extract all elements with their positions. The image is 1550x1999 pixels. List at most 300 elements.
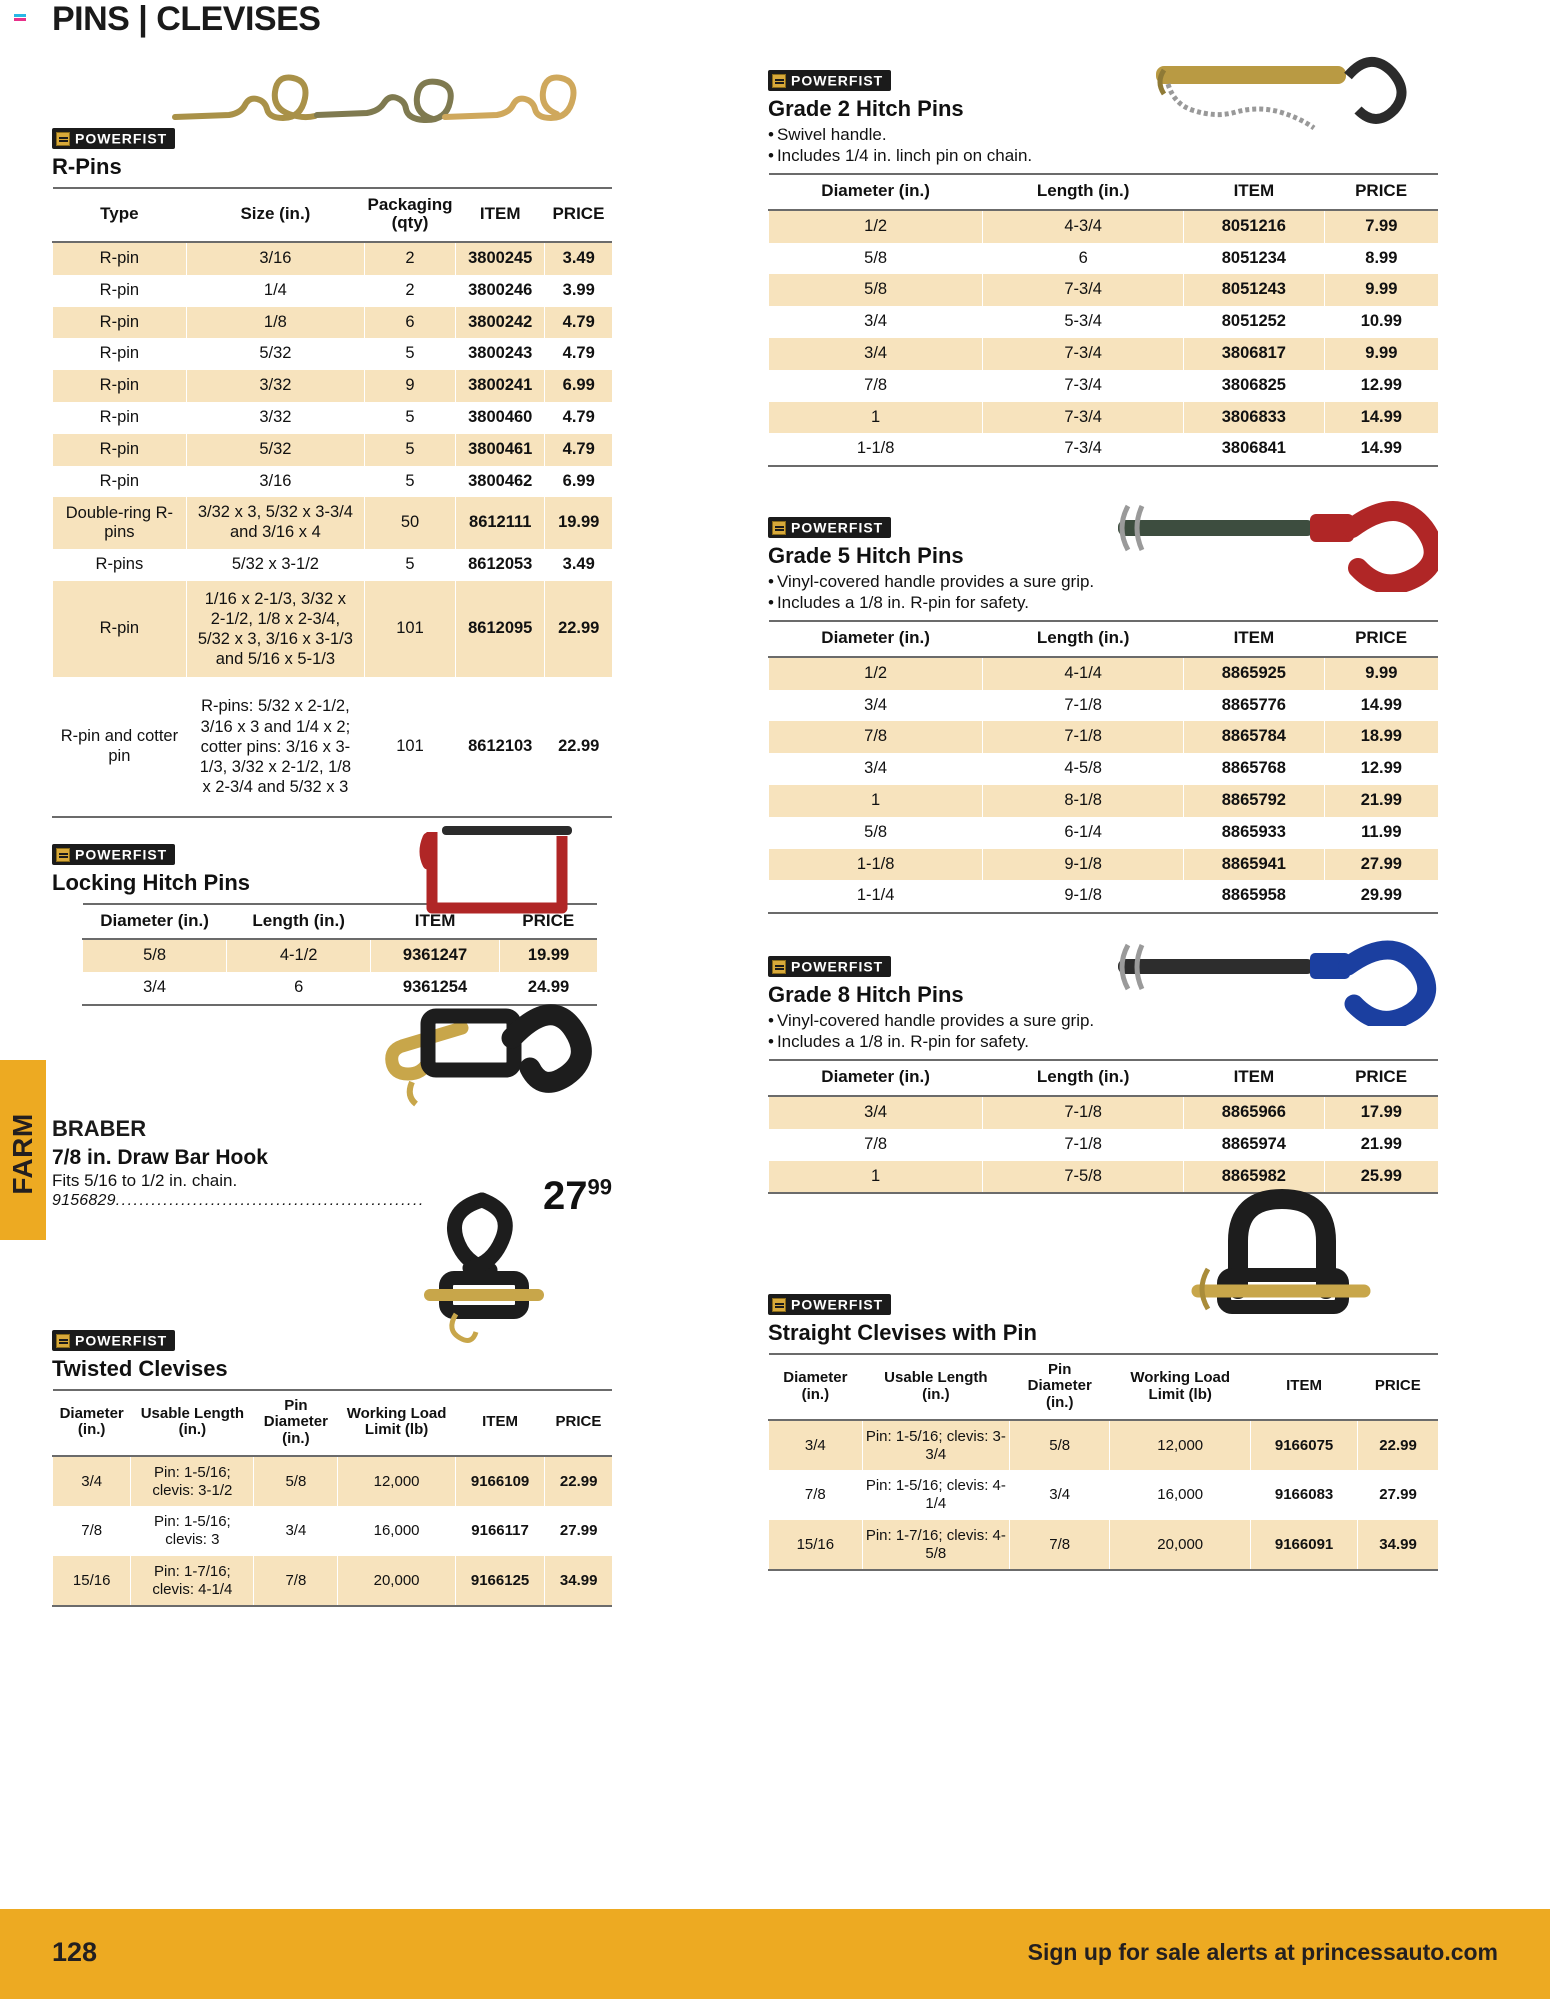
cell-length: 7-1/8 bbox=[983, 721, 1184, 753]
powerfist-logo-icon bbox=[772, 521, 786, 535]
col-length: Length (in.) bbox=[983, 621, 1184, 657]
cell-price: 4.79 bbox=[545, 338, 612, 370]
col-diameter: Diameter (in.) bbox=[53, 1390, 131, 1457]
crop-mark-icon bbox=[14, 14, 26, 17]
table-row bbox=[53, 497, 613, 549]
page-footer bbox=[0, 1909, 1550, 1999]
cell-price: 4.79 bbox=[545, 402, 612, 434]
cell-item: 9166075 bbox=[1251, 1420, 1358, 1470]
powerfist-logo-icon bbox=[772, 74, 786, 88]
cell-price: 27.99 bbox=[1358, 1470, 1438, 1520]
cell-diameter: 15/16 bbox=[769, 1520, 863, 1570]
cell-length: 4-1/2 bbox=[227, 939, 371, 972]
cell-price: 27.99 bbox=[545, 1506, 612, 1556]
straight-clevis-photo bbox=[1158, 1179, 1398, 1334]
cell-item: 8051216 bbox=[1184, 210, 1325, 243]
cell-price: 9.99 bbox=[1324, 274, 1438, 306]
powerfist-logo-icon bbox=[56, 848, 70, 862]
table-row bbox=[83, 939, 598, 972]
cell-item: 9361247 bbox=[371, 939, 500, 972]
table-row bbox=[769, 1129, 1439, 1161]
section-title-straight-clevises: Straight Clevises with Pin bbox=[768, 1319, 1037, 1345]
cell-type: Double-ring R-pins bbox=[53, 497, 187, 549]
cell-item: 3806825 bbox=[1184, 370, 1325, 402]
cell-pin-diameter: 7/8 bbox=[254, 1556, 338, 1606]
cell-length: 7-3/4 bbox=[983, 433, 1184, 466]
cell-wll: 12,000 bbox=[338, 1456, 455, 1506]
table-row bbox=[769, 1420, 1439, 1470]
table-header-row bbox=[769, 174, 1439, 210]
straight-clevis-illustration bbox=[1158, 1179, 1398, 1329]
cell-item: 8612053 bbox=[456, 549, 545, 581]
cell-diameter: 3/4 bbox=[769, 1420, 863, 1470]
cell-price: 29.99 bbox=[1324, 880, 1438, 913]
cell-item: 3806833 bbox=[1184, 402, 1325, 434]
powerfist-logo-icon bbox=[56, 132, 70, 146]
table-header-row bbox=[53, 188, 613, 242]
cell-length: 7-1/8 bbox=[983, 690, 1184, 722]
locking-hitch-pin-photo bbox=[412, 816, 612, 926]
cell-length: 4-5/8 bbox=[983, 753, 1184, 785]
section-title-grade-5: Grade 5 Hitch Pins bbox=[768, 542, 964, 568]
col-type: Type bbox=[53, 188, 187, 242]
table-row bbox=[53, 434, 613, 466]
cell-item: 8865792 bbox=[1184, 785, 1325, 817]
table-row bbox=[769, 370, 1439, 402]
cell-item: 3800460 bbox=[456, 402, 545, 434]
table-grade-8-hitch-pins bbox=[768, 1059, 1438, 1194]
cell-item: 3800242 bbox=[456, 307, 545, 339]
cell-length: 7-1/8 bbox=[983, 1096, 1184, 1129]
col-item: ITEM bbox=[456, 188, 545, 242]
col-working-load-limit: Working Load Limit (lb) bbox=[1110, 1354, 1251, 1421]
cell-diameter: 1/2 bbox=[769, 657, 983, 690]
feature-title: 7/8 in. Draw Bar Hook bbox=[52, 1146, 268, 1170]
table-row bbox=[53, 402, 613, 434]
cell-diameter: 1-1/8 bbox=[769, 849, 983, 881]
brand-name: POWERFIST bbox=[75, 130, 168, 147]
brand-name: POWERFIST bbox=[791, 958, 884, 975]
cell-diameter: 7/8 bbox=[769, 1129, 983, 1161]
cell-length: 8-1/8 bbox=[983, 785, 1184, 817]
cell-item: 8051252 bbox=[1184, 306, 1325, 338]
table-straight-clevises bbox=[768, 1353, 1438, 1572]
cell-price: 6.99 bbox=[545, 466, 612, 498]
cell-length: 6-1/4 bbox=[983, 817, 1184, 849]
cell-price: 4.79 bbox=[545, 434, 612, 466]
cell-diameter: 5/8 bbox=[769, 817, 983, 849]
cell-price: 22.99 bbox=[1358, 1420, 1438, 1470]
cell-item: 8865933 bbox=[1184, 817, 1325, 849]
r-pins-illustration bbox=[167, 65, 587, 145]
cell-length: 9-1/8 bbox=[983, 880, 1184, 913]
cell-length: 7-1/8 bbox=[983, 1129, 1184, 1161]
cell-type: R-pins bbox=[53, 549, 187, 581]
table-row bbox=[53, 370, 613, 402]
table-row bbox=[769, 338, 1439, 370]
powerfist-logo-icon bbox=[772, 1298, 786, 1312]
table-row bbox=[53, 1556, 613, 1606]
cell-qty: 101 bbox=[365, 581, 456, 678]
grade-5-hitch-pin-illustration bbox=[1098, 482, 1438, 592]
cell-size: 1/8 bbox=[186, 307, 364, 339]
draw-bar-hook-illustration bbox=[342, 986, 592, 1136]
cell-usable-length: Pin: 1-7/16; clevis: 4-1/4 bbox=[131, 1556, 254, 1606]
cell-item: 8865784 bbox=[1184, 721, 1325, 753]
cell-item: 8865966 bbox=[1184, 1096, 1325, 1129]
cell-length: 9-1/8 bbox=[983, 849, 1184, 881]
cell-item: 9166109 bbox=[455, 1456, 545, 1506]
cell-item: 8865941 bbox=[1184, 849, 1325, 881]
col-price: PRICE bbox=[545, 188, 612, 242]
cell-wll: 20,000 bbox=[338, 1556, 455, 1606]
grade-8-hitch-pin-illustration bbox=[1098, 921, 1438, 1026]
cell-diameter: 3/4 bbox=[769, 338, 983, 370]
cell-size: 3/16 bbox=[186, 242, 364, 275]
cell-diameter: 3/4 bbox=[769, 1096, 983, 1129]
cell-qty: 2 bbox=[365, 242, 456, 275]
cell-type: R-pin bbox=[53, 402, 187, 434]
table-row bbox=[769, 721, 1439, 753]
cell-size: 5/32 x 3-1/2 bbox=[186, 549, 364, 581]
section-tab-farm bbox=[0, 1060, 46, 1240]
section-title-grade-8: Grade 8 Hitch Pins bbox=[768, 981, 964, 1007]
cell-type: R-pin bbox=[53, 581, 187, 678]
table-row bbox=[53, 1506, 613, 1556]
cell-diameter: 1/2 bbox=[769, 210, 983, 243]
cell-type: R-pin bbox=[53, 307, 187, 339]
col-diameter: Diameter (in.) bbox=[769, 174, 983, 210]
cell-diameter: 5/8 bbox=[769, 243, 983, 275]
price-dollars: 27 bbox=[543, 1174, 588, 1219]
cell-length: 7-3/4 bbox=[983, 370, 1184, 402]
cell-item: 8612103 bbox=[456, 677, 545, 817]
col-item: ITEM bbox=[455, 1390, 545, 1457]
col-working-load-limit: Working Load Limit (lb) bbox=[338, 1390, 455, 1457]
col-pin-diameter: Pin Diameter (in.) bbox=[254, 1390, 338, 1457]
col-price: PRICE bbox=[1324, 174, 1438, 210]
cell-price: 34.99 bbox=[1358, 1520, 1438, 1570]
leader-dots: .................................................... bbox=[115, 1192, 425, 1210]
col-length: Length (in.) bbox=[227, 904, 371, 940]
cell-price: 21.99 bbox=[1324, 1129, 1438, 1161]
cell-diameter: 3/4 bbox=[769, 753, 983, 785]
cell-item: 3800241 bbox=[456, 370, 545, 402]
table-twisted-clevises bbox=[52, 1389, 612, 1608]
table-row bbox=[53, 466, 613, 498]
cell-qty: 6 bbox=[365, 307, 456, 339]
cell-qty: 5 bbox=[365, 338, 456, 370]
cell-length: 4-1/4 bbox=[983, 657, 1184, 690]
cell-wll: 20,000 bbox=[1110, 1520, 1251, 1570]
table-row bbox=[53, 581, 613, 678]
section-title-twisted-clevises: Twisted Clevises bbox=[52, 1355, 228, 1381]
cell-type: R-pin bbox=[53, 466, 187, 498]
col-price: PRICE bbox=[1324, 621, 1438, 657]
cell-item: 3800462 bbox=[456, 466, 545, 498]
cell-item: 3806817 bbox=[1184, 338, 1325, 370]
col-length: Length (in.) bbox=[983, 1060, 1184, 1096]
twisted-clevis-photo bbox=[402, 1190, 592, 1370]
cell-price: 11.99 bbox=[1324, 817, 1438, 849]
bullet-item: • Swivel handle. bbox=[768, 124, 1438, 145]
cell-pin-diameter: 5/8 bbox=[1010, 1420, 1110, 1470]
brand-name: POWERFIST bbox=[75, 1332, 168, 1349]
bullet-item: • Includes a 1/8 in. R-pin for safety. bbox=[768, 592, 1438, 613]
cell-diameter: 1-1/4 bbox=[769, 880, 983, 913]
col-diameter: Diameter (in.) bbox=[769, 621, 983, 657]
col-price: PRICE bbox=[1324, 1060, 1438, 1096]
grade-5-hitch-pin-photo bbox=[1098, 482, 1438, 597]
bullet-item: • Vinyl-covered handle provides a sure grip. bbox=[768, 571, 1438, 592]
cell-item: 9166091 bbox=[1251, 1520, 1358, 1570]
cell-diameter: 5/8 bbox=[769, 274, 983, 306]
col-price: PRICE bbox=[1358, 1354, 1438, 1421]
cell-price: 14.99 bbox=[1324, 690, 1438, 722]
section-title-grade-2: Grade 2 Hitch Pins bbox=[768, 95, 964, 121]
cell-qty: 5 bbox=[365, 434, 456, 466]
table-row bbox=[53, 549, 613, 581]
table-row bbox=[769, 306, 1439, 338]
col-packaging: Packaging (qty) bbox=[365, 188, 456, 242]
cell-pin-diameter: 3/4 bbox=[1010, 1470, 1110, 1520]
col-size: Size (in.) bbox=[186, 188, 364, 242]
cell-item: 8865776 bbox=[1184, 690, 1325, 722]
table-grade-5-hitch-pins bbox=[768, 620, 1438, 914]
section-tab-label: FARM bbox=[7, 1113, 38, 1195]
cell-price: 27.99 bbox=[1324, 849, 1438, 881]
cell-qty: 9 bbox=[365, 370, 456, 402]
col-item: ITEM bbox=[1184, 621, 1325, 657]
brand-name-braber: BRABER bbox=[52, 1116, 147, 1142]
cell-price: 22.99 bbox=[545, 581, 612, 678]
table-row bbox=[769, 753, 1439, 785]
grade-8-hitch-pin-photo bbox=[1098, 921, 1438, 1031]
cell-price: 34.99 bbox=[545, 1556, 612, 1606]
cell-item: 9166125 bbox=[455, 1556, 545, 1606]
cell-qty: 5 bbox=[365, 549, 456, 581]
cell-length: 7-3/4 bbox=[983, 402, 1184, 434]
grade-2-hitch-pin-photo bbox=[1148, 40, 1438, 155]
table-body-straight-clevises bbox=[769, 1420, 1439, 1570]
cell-length: 6 bbox=[983, 243, 1184, 275]
table-row bbox=[769, 817, 1439, 849]
table-row bbox=[53, 1456, 613, 1506]
table-row bbox=[769, 880, 1439, 913]
cell-price: 21.99 bbox=[1324, 785, 1438, 817]
table-row bbox=[769, 210, 1439, 243]
cell-type: R-pin and cotter pin bbox=[53, 677, 187, 817]
cell-price: 6.99 bbox=[545, 370, 612, 402]
cell-diameter: 3/4 bbox=[769, 306, 983, 338]
cell-usable-length: Pin: 1-5/16; clevis: 3-3/4 bbox=[862, 1420, 1009, 1470]
powerfist-logo-icon bbox=[772, 960, 786, 974]
cell-price: 3.49 bbox=[545, 242, 612, 275]
col-price: PRICE bbox=[499, 904, 597, 940]
cell-price: 19.99 bbox=[545, 497, 612, 549]
brand-name: POWERFIST bbox=[791, 72, 884, 89]
table-row bbox=[53, 677, 613, 817]
cell-usable-length: Pin: 1-5/16; clevis: 3-1/2 bbox=[131, 1456, 254, 1506]
cell-price: 3.99 bbox=[545, 275, 612, 307]
cell-size: 3/16 bbox=[186, 466, 364, 498]
locking-hitch-pin-illustration bbox=[412, 816, 612, 921]
r-pins-photo bbox=[167, 65, 587, 150]
table-body-twisted-clevises bbox=[53, 1456, 613, 1606]
brand-name: POWERFIST bbox=[791, 519, 884, 536]
table-body-grade-2 bbox=[769, 210, 1439, 466]
cell-price: 19.99 bbox=[499, 939, 597, 972]
bullet-item: • Includes 1/4 in. linch pin on chain. bbox=[768, 145, 1438, 166]
cell-price: 22.99 bbox=[545, 1456, 612, 1506]
col-usable-length: Usable Length (in.) bbox=[862, 1354, 1009, 1421]
cell-diameter: 3/4 bbox=[769, 690, 983, 722]
section-title-locking-hitch-pins: Locking Hitch Pins bbox=[52, 869, 251, 895]
cell-item: 9166117 bbox=[455, 1506, 545, 1556]
brand-badge-powerfist-locking bbox=[52, 844, 175, 865]
draw-bar-hook-photo bbox=[342, 986, 592, 1141]
brand-badge-powerfist-grade2 bbox=[768, 70, 891, 91]
cell-pin-diameter: 7/8 bbox=[1010, 1520, 1110, 1570]
cell-length: 7-5/8 bbox=[983, 1161, 1184, 1194]
cell-length: 7-3/4 bbox=[983, 338, 1184, 370]
table-header-row bbox=[53, 1390, 613, 1457]
cell-type: R-pin bbox=[53, 338, 187, 370]
cell-diameter: 1 bbox=[769, 785, 983, 817]
col-item: ITEM bbox=[1184, 174, 1325, 210]
cell-length: 5-3/4 bbox=[983, 306, 1184, 338]
table-row bbox=[769, 402, 1439, 434]
cell-price: 12.99 bbox=[1324, 753, 1438, 785]
cell-usable-length: Pin: 1-7/16; clevis: 4-5/8 bbox=[862, 1520, 1009, 1570]
table-row bbox=[769, 690, 1439, 722]
cell-pin-diameter: 3/4 bbox=[254, 1506, 338, 1556]
table-row bbox=[769, 785, 1439, 817]
cell-price: 17.99 bbox=[1324, 1096, 1438, 1129]
table-body-grade-5 bbox=[769, 657, 1439, 913]
footer-sale-alerts-text: Sign up for sale alerts at princessauto.com bbox=[1027, 1939, 1498, 1965]
cell-type: R-pin bbox=[53, 434, 187, 466]
table-header-row bbox=[769, 1060, 1439, 1096]
col-pin-diameter: Pin Diameter (in.) bbox=[1010, 1354, 1110, 1421]
cell-item: 3806841 bbox=[1184, 433, 1325, 466]
cell-price: 14.99 bbox=[1324, 402, 1438, 434]
brand-badge-powerfist-straight bbox=[768, 1294, 891, 1315]
cell-item: 8612111 bbox=[456, 497, 545, 549]
cell-price: 24.99 bbox=[499, 972, 597, 1005]
col-usable-length: Usable Length (in.) bbox=[131, 1390, 254, 1457]
page-title: PINS | CLEVISES bbox=[52, 0, 321, 38]
cell-usable-length: Pin: 1-5/16; clevis: 3 bbox=[131, 1506, 254, 1556]
powerfist-logo-icon bbox=[56, 1334, 70, 1348]
cell-qty: 5 bbox=[365, 402, 456, 434]
table-row bbox=[53, 275, 613, 307]
table-row bbox=[769, 1096, 1439, 1129]
table-header-row bbox=[769, 1354, 1439, 1421]
cell-diameter: 7/8 bbox=[769, 721, 983, 753]
brand-name: POWERFIST bbox=[75, 846, 168, 863]
table-row bbox=[769, 433, 1439, 466]
cell-diameter: 1 bbox=[769, 1161, 983, 1194]
cell-type: R-pin bbox=[53, 370, 187, 402]
col-diameter: Diameter (in.) bbox=[769, 1060, 983, 1096]
cell-qty: 101 bbox=[365, 677, 456, 817]
brand-badge-powerfist-twisted bbox=[52, 1330, 175, 1351]
table-row bbox=[769, 657, 1439, 690]
feature-item-value: 9156829 bbox=[52, 1192, 116, 1210]
cell-diameter: 7/8 bbox=[769, 370, 983, 402]
cell-item: 8051234 bbox=[1184, 243, 1325, 275]
cell-item: 3800246 bbox=[456, 275, 545, 307]
cell-diameter: 3/4 bbox=[53, 1456, 131, 1506]
col-item: ITEM bbox=[1251, 1354, 1358, 1421]
cell-size: 1/16 x 2-1/3, 3/32 x 2-1/2, 1/8 x 2-3/4, 5/32 x 3, 3/16 x 3-1/3 and 5/16 x 5-1/3 bbox=[186, 581, 364, 678]
col-diameter: Diameter (in.) bbox=[769, 1354, 863, 1421]
cell-price: 12.99 bbox=[1324, 370, 1438, 402]
twisted-clevis-illustration bbox=[402, 1190, 592, 1365]
cell-item: 8865974 bbox=[1184, 1129, 1325, 1161]
left-column bbox=[52, 70, 612, 1607]
table-body-r-pins bbox=[53, 242, 613, 817]
cell-size: 5/32 bbox=[186, 434, 364, 466]
cell-qty: 50 bbox=[365, 497, 456, 549]
col-length: Length (in.) bbox=[983, 174, 1184, 210]
cell-wll: 16,000 bbox=[1110, 1470, 1251, 1520]
table-row bbox=[53, 338, 613, 370]
cell-type: R-pin bbox=[53, 275, 187, 307]
col-item: ITEM bbox=[1184, 1060, 1325, 1096]
cell-pin-diameter: 5/8 bbox=[254, 1456, 338, 1506]
cell-price: 18.99 bbox=[1324, 721, 1438, 753]
cell-item: 3800245 bbox=[456, 242, 545, 275]
right-column bbox=[768, 70, 1438, 1571]
cell-usable-length: Pin: 1-5/16; clevis: 4-1/4 bbox=[862, 1470, 1009, 1520]
section-title-r-pins: R-Pins bbox=[52, 153, 122, 179]
table-row bbox=[769, 274, 1439, 306]
cell-diameter: 7/8 bbox=[53, 1506, 131, 1556]
cell-item: 9361254 bbox=[371, 972, 500, 1005]
cell-size: 3/32 bbox=[186, 370, 364, 402]
cell-length: 7-3/4 bbox=[983, 274, 1184, 306]
cell-item: 8865982 bbox=[1184, 1161, 1325, 1194]
cell-size: 1/4 bbox=[186, 275, 364, 307]
table-grade-2-hitch-pins bbox=[768, 173, 1438, 467]
col-diameter: Diameter (in.) bbox=[83, 904, 227, 940]
cell-price: 14.99 bbox=[1324, 433, 1438, 466]
cell-qty: 2 bbox=[365, 275, 456, 307]
cell-price: 10.99 bbox=[1324, 306, 1438, 338]
col-price: PRICE bbox=[545, 1390, 612, 1457]
table-header-row bbox=[769, 621, 1439, 657]
cell-item: 3800243 bbox=[456, 338, 545, 370]
bullet-item: • Includes a 1/8 in. R-pin for safety. bbox=[768, 1031, 1438, 1052]
cell-price: 4.79 bbox=[545, 307, 612, 339]
brand-badge-powerfist-grade8 bbox=[768, 956, 891, 977]
cell-price: 3.49 bbox=[545, 549, 612, 581]
table-row bbox=[769, 1470, 1439, 1520]
cell-item: 8865768 bbox=[1184, 753, 1325, 785]
cell-diameter: 5/8 bbox=[83, 939, 227, 972]
brand-name: POWERFIST bbox=[791, 1296, 884, 1313]
page-number: 128 bbox=[52, 1937, 98, 1967]
cell-size: 5/32 bbox=[186, 338, 364, 370]
cell-diameter: 1-1/8 bbox=[769, 433, 983, 466]
table-row bbox=[769, 243, 1439, 275]
cell-diameter: 3/4 bbox=[83, 972, 227, 1005]
cell-size: 3/32 x 3, 5/32 x 3-3/4 and 3/16 x 4 bbox=[186, 497, 364, 549]
price-cents: 99 bbox=[587, 1174, 612, 1200]
cell-qty: 5 bbox=[365, 466, 456, 498]
